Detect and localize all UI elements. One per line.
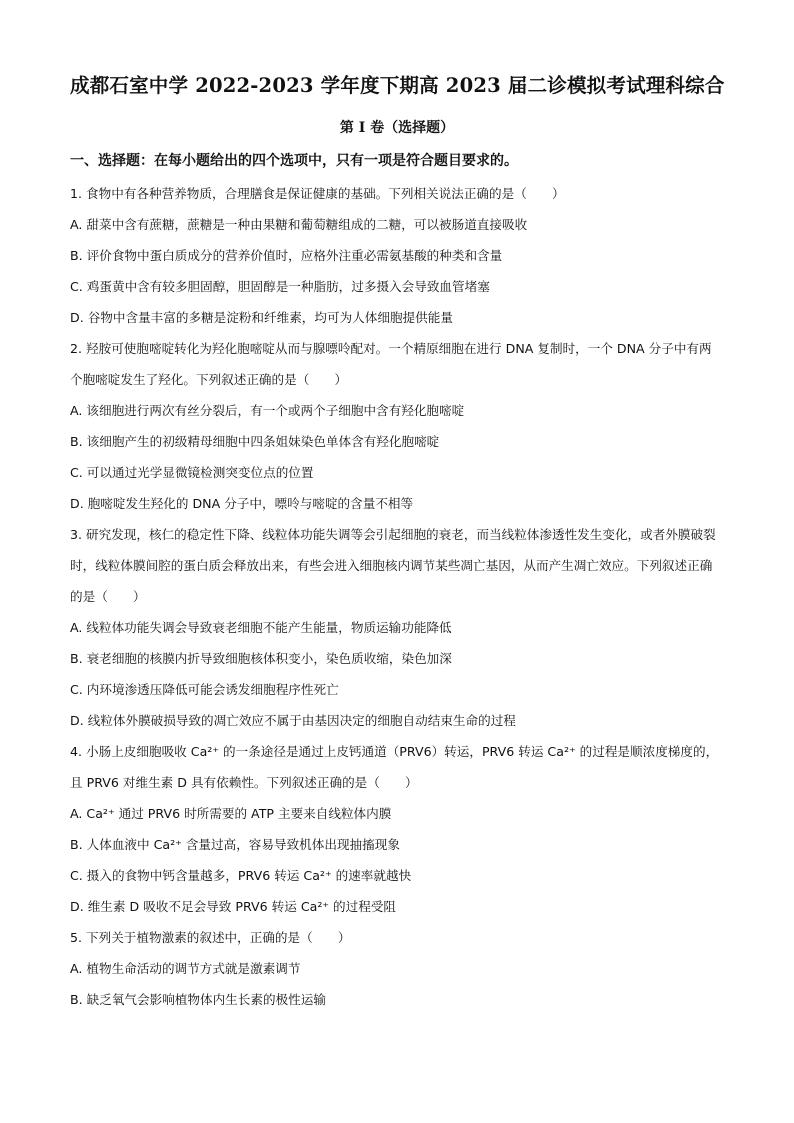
question-4 [70, 736, 724, 922]
option-d: D. 维生素 D 吸收不足会导致 PRV6 转运 Ca²⁺ 的过程受阻 [70, 899, 397, 914]
option-d: D. 胞嘧啶发生羟化的 DNA 分子中，嘌呤与嘧啶的含量不相等 [70, 496, 414, 511]
option-a: A. Ca²⁺ 通过 PRV6 时所需要的 ATP 主要来自线粒体内膜 [70, 806, 392, 821]
question-stem: 5. 下列关于植物激素的叙述中，正确的是（ ） [70, 930, 351, 945]
option-a: A. 线粒体功能失调会导致衰老细胞不能产生能量，物质运输功能降低 [70, 620, 452, 635]
option-a: A. 该细胞进行两次有丝分裂后，有一个或两个子细胞中含有羟化胞嘧啶 [70, 403, 465, 418]
question-stem: 2. 羟胺可使胞嘧啶转化为羟化胞嘧啶从而与腺嘌呤配对。一个精原细胞在进行 DNA 复制时，一个 DNA 分子中有两个胞嘧啶发生了羟化。下列叙述正确的是（ ） [70, 341, 712, 387]
question-1 [70, 178, 724, 333]
option-b: B. 该细胞产生的初级精母细胞中四条姐妹染色单体含有羟化胞嘧啶 [70, 434, 440, 449]
option-d: D. 谷物中含量丰富的多糖是淀粉和纤维素，均可为人体细胞提供能量 [70, 310, 453, 325]
option-a: A. 植物生命活动的调节方式就是激素调节 [70, 961, 301, 976]
section-heading: 一、选择题：在每小题给出的四个选项中，只有一项是符合题目要求的。 [70, 153, 518, 169]
question-2 [70, 333, 724, 519]
option-c: C. 摄入的食物中钙含量越多，PRV6 转运 Ca²⁺ 的速率就越快 [70, 868, 412, 883]
option-d: D. 线粒体外膜破损导致的凋亡效应不属于由基因决定的细胞自动结束生命的过程 [70, 713, 516, 728]
option-c: C. 内环境渗透压降低可能会诱发细胞程序性死亡 [70, 682, 339, 697]
option-b: B. 缺乏氧气会影响植物体内生长素的极性运输 [70, 992, 326, 1007]
option-b: B. 人体血液中 Ca²⁺ 含量过高，容易导致机体出现抽搐现象 [70, 837, 400, 852]
question-5 [70, 922, 724, 1015]
option-c: C. 可以通过光学显微镜检测突变位点的位置 [70, 465, 314, 480]
question-stem: 3. 研究发现，核仁的稳定性下降、线粒体功能失调等会引起细胞的衰老，而当线粒体渗透性发生变化，或者外膜破裂时，线粒体膜间腔的蛋白质会释放出来，有些会进入细胞核内调节某些凋亡基因，从而产生凋亡效应。下列叙述正确的是（ ） [70, 527, 716, 604]
exam-title: 成都石室中学 2022-2023 学年度下期高 2023 届二诊模拟考试理科综合 [70, 74, 725, 97]
option-c: C. 鸡蛋黄中含有较多胆固醇，胆固醇是一种脂肪，过多摄入会导致血管堵塞 [70, 279, 490, 294]
question-stem: 4. 小肠上皮细胞吸收 Ca²⁺ 的一条途径是通过上皮钙通道（PRV6）转运，PRV6 转运 Ca²⁺ 的过程是顺浓度梯度的，且 PRV6 对维生素 D 具有依赖性。下列叙述正确的是（ ） [70, 744, 719, 790]
question-list [70, 178, 724, 1015]
option-b: B. 评价食物中蛋白质成分的营养价值时，应格外注重必需氨基酸的种类和含量 [70, 248, 503, 263]
question-stem: 1. 食物中有各种营养物质，合理膳食是保证健康的基础。下列相关说法正确的是（ ） [70, 186, 565, 201]
volume-heading: 第 I 卷（选择题） [339, 120, 455, 136]
question-3 [70, 519, 724, 736]
option-a: A. 甜菜中含有蔗糖，蔗糖是一种由果糖和葡萄糖组成的二糖，可以被肠道直接吸收 [70, 217, 528, 232]
option-b: B. 衰老细胞的核膜内折导致细胞核体积变小，染色质收缩，染色加深 [70, 651, 452, 666]
